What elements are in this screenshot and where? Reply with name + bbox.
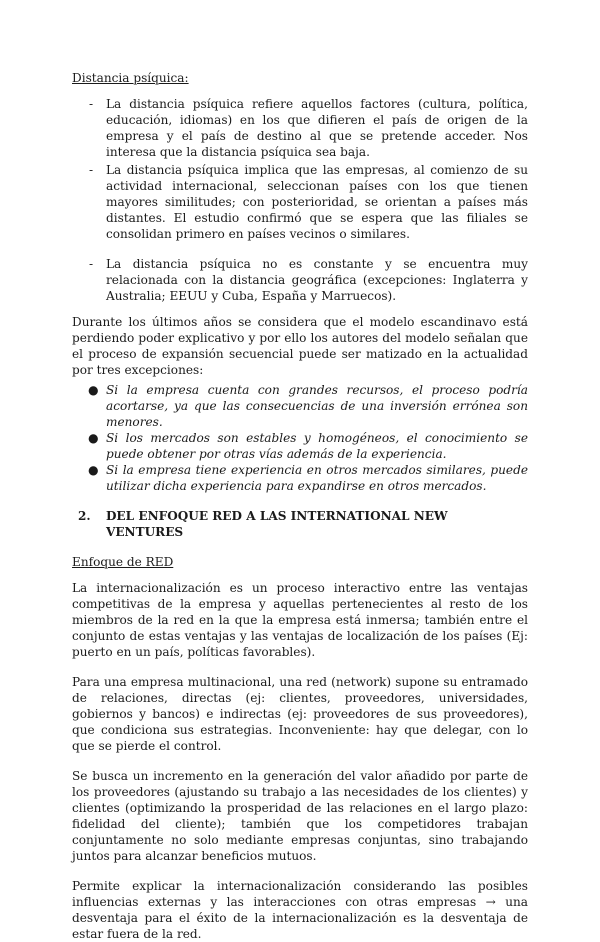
exceptions-list [72,382,528,494]
section-heading-distancia-psiquica: Distancia psíquica: [72,71,189,85]
exception-text: Si la empresa cuenta con grandes recursos, el proceso podría acortarse, ya que las consecuencias de una inversión errónea son menores. [106,383,528,429]
paragraph: La internacionalización es un proceso interactivo entre las ventajas competitivas de la empresa y aquellas pertenecientes al resto de los miembros de la red en la que la empresa está inmersa; también entre el conjunto de estas ventajas y las ventajas de localización de los países (Ej: puerto en un país, políticas favorables). [72,581,528,659]
exception-text: Si la empresa tiene experiencia en otros mercados similares, puede utilizar dicha experiencia para expandirse en otros mercados. [106,463,528,493]
dash-list-item [72,96,528,160]
section-number: 2. [78,509,91,523]
exception-text: Si los mercados son estables y homogéneos, el conocimiento se puede obtener por otras vías además de la experiencia. [106,431,528,461]
paragraph: Permite explicar la internacionalización considerando las posibles influencias externas y las interacciones con otras empresas → una desventaja para el éxito de la internacionalización es la desventaja de estar fuera de la red. [72,879,528,941]
paragraph-modelo-escandinavo: Durante los últimos años se considera que el modelo escandinavo está perdiendo poder explicativo y por ello los autores del modelo señalan que el proceso de expansión secuencial puede ser matizado en la actualidad por tres excepciones: [72,315,528,377]
bullet-marker: ● [88,463,99,477]
dash-marker: - [89,97,94,111]
paragraph: Se busca un incremento en la generación del valor añadido por parte de los proveedores (ajustando su trabajo a las necesidades de los clientes) y clientes (optimizando la prosperidad de las relaciones en el largo plazo: fidelidad del cliente); también que los competidores trabajan conjuntamente no solo mediante empresas conjuntas, sino trabajando juntos para alcanzar beneficios mutuos. [72,769,528,863]
dash-item-text: La distancia psíquica no es constante y se encuentra muy relacionada con la distancia geográfica (excepciones: Inglaterra y Australia; EEUU y Cuba, España y Marruecos). [106,257,528,303]
section-title [72,508,528,540]
dash-marker: - [89,163,94,177]
dash-list [72,96,528,304]
exception-item [72,430,528,462]
bullet-marker: ● [88,431,99,445]
dash-list-item [72,256,528,304]
dash-list-item [72,162,528,242]
section-title-text: DEL ENFOQUE RED A LAS INTERNATIONAL NEW VENTURES [105,509,448,539]
dash-item-text: La distancia psíquica refiere aquellos factores (cultura, política, educación, idiomas) en los que difieren el país de origen de la empresa y el país de destino al que se pretende acceder. Nos interesa que la distancia psíquica sea baja. [106,97,528,159]
sub-heading-enfoque-red: Enfoque de RED [72,555,174,569]
dash-marker: - [89,257,94,271]
dash-item-text: La distancia psíquica implica que las empresas, al comienzo de su actividad internacional, seleccionan países con los que tienen mayores similitudes; con posterioridad, se orientan a países más distantes. El estudio confirmó que se espera que las filiales se consolidan primero en países vecinos o similares. [106,163,528,241]
exception-item [72,462,528,494]
exception-item [72,382,528,430]
paragraph: Para una empresa multinacional, una red (network) supone su entramado de relaciones, directas (ej: clientes, proveedores, universidades, gobiernos y bancos) e indirectas (ej: proveedores de sus proveedores), que condiciona sus estrategias. Inconveniente: hay que delegar, con lo que se pierde el control. [72,675,528,753]
bullet-marker: ● [88,383,99,397]
